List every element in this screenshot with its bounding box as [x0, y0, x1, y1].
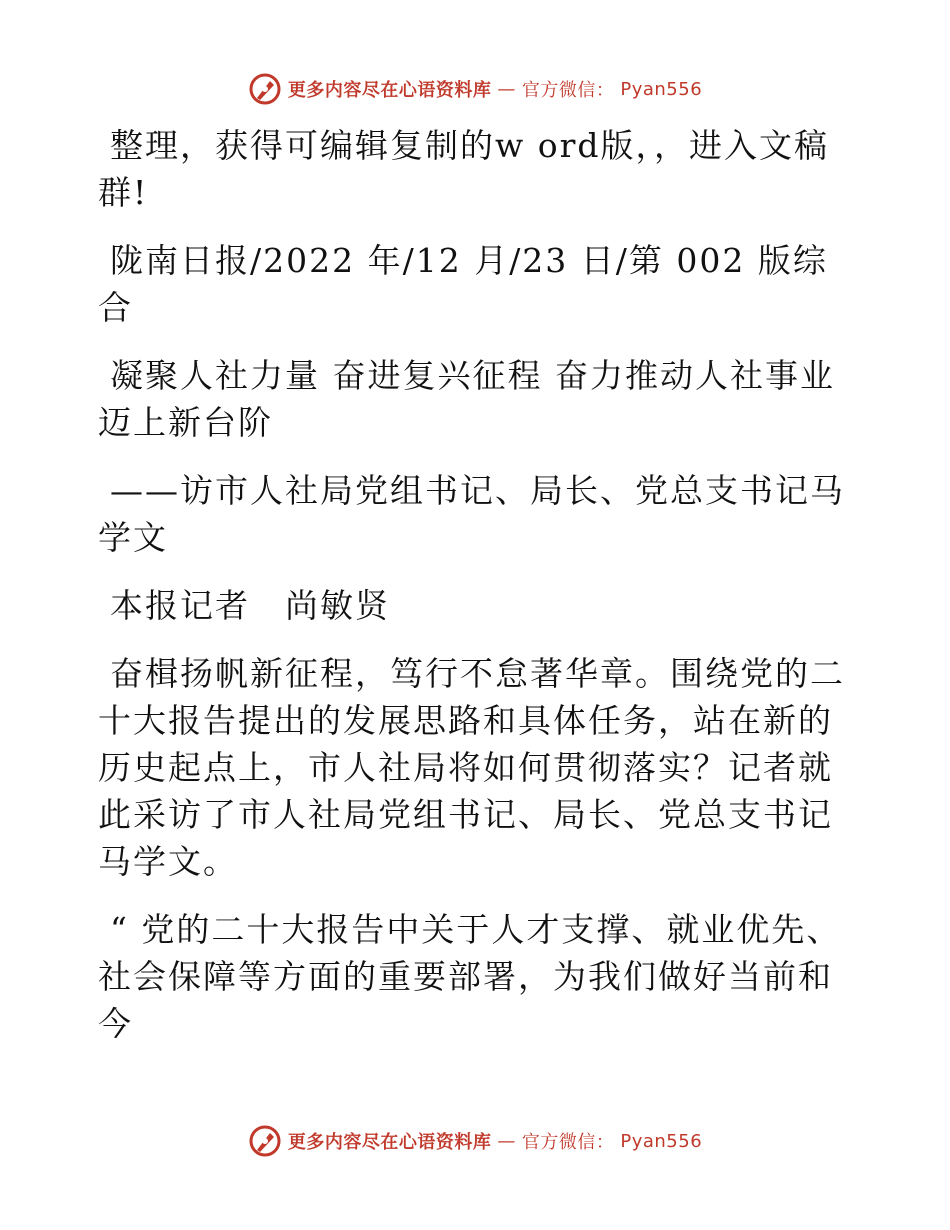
footer-watermark: [0, 1124, 950, 1158]
watermark-dash: —: [497, 1130, 516, 1152]
watermark-text: 更多内容尽在心语资料库: [287, 80, 492, 101]
paragraph-body-1: 奋楫扬帆新征程，笃行不怠著华章。围绕党的二十大报告提出的发展思路和具体任务，站在新的历史起点上，市人社局将如何贯彻落实？记者就此采访了市人社局党组书记、局长、党总支书记马学文。: [98, 654, 845, 881]
paragraph-source: 陇南日报/2022 年/12 月/23 日/第 002 版综合: [98, 241, 828, 327]
watermark-text: 更多内容尽在心语资料库: [287, 1132, 492, 1153]
watermark-label: 官方微信：: [521, 80, 615, 101]
article-subtitle: ——访市人社局党组书记、局长、党总支书记马学文: [98, 471, 845, 557]
watermark-id: Pyan556: [620, 1130, 703, 1152]
pen-logo-icon: [248, 1124, 282, 1158]
watermark-id: Pyan556: [620, 78, 703, 100]
paragraph-intro: 整理，获得可编辑复制的w ord版，，进入文稿群!: [98, 126, 830, 212]
document-body: [98, 122, 858, 1068]
header-watermark: [0, 72, 950, 106]
article-byline: 本报记者 尚敏贤: [110, 586, 390, 625]
paragraph-body-2: “ 党的二十大报告中关于人才支撑、就业优先、社会保障等方面的重要部署，为我们做好当前和今: [98, 910, 842, 1043]
watermark-dash: —: [497, 78, 516, 100]
pen-logo-icon: [248, 72, 282, 106]
watermark-label: 官方微信：: [521, 1132, 615, 1153]
article-title: 凝聚人社力量 奋进复兴征程 奋力推动人社事业迈上新台阶: [98, 356, 835, 442]
